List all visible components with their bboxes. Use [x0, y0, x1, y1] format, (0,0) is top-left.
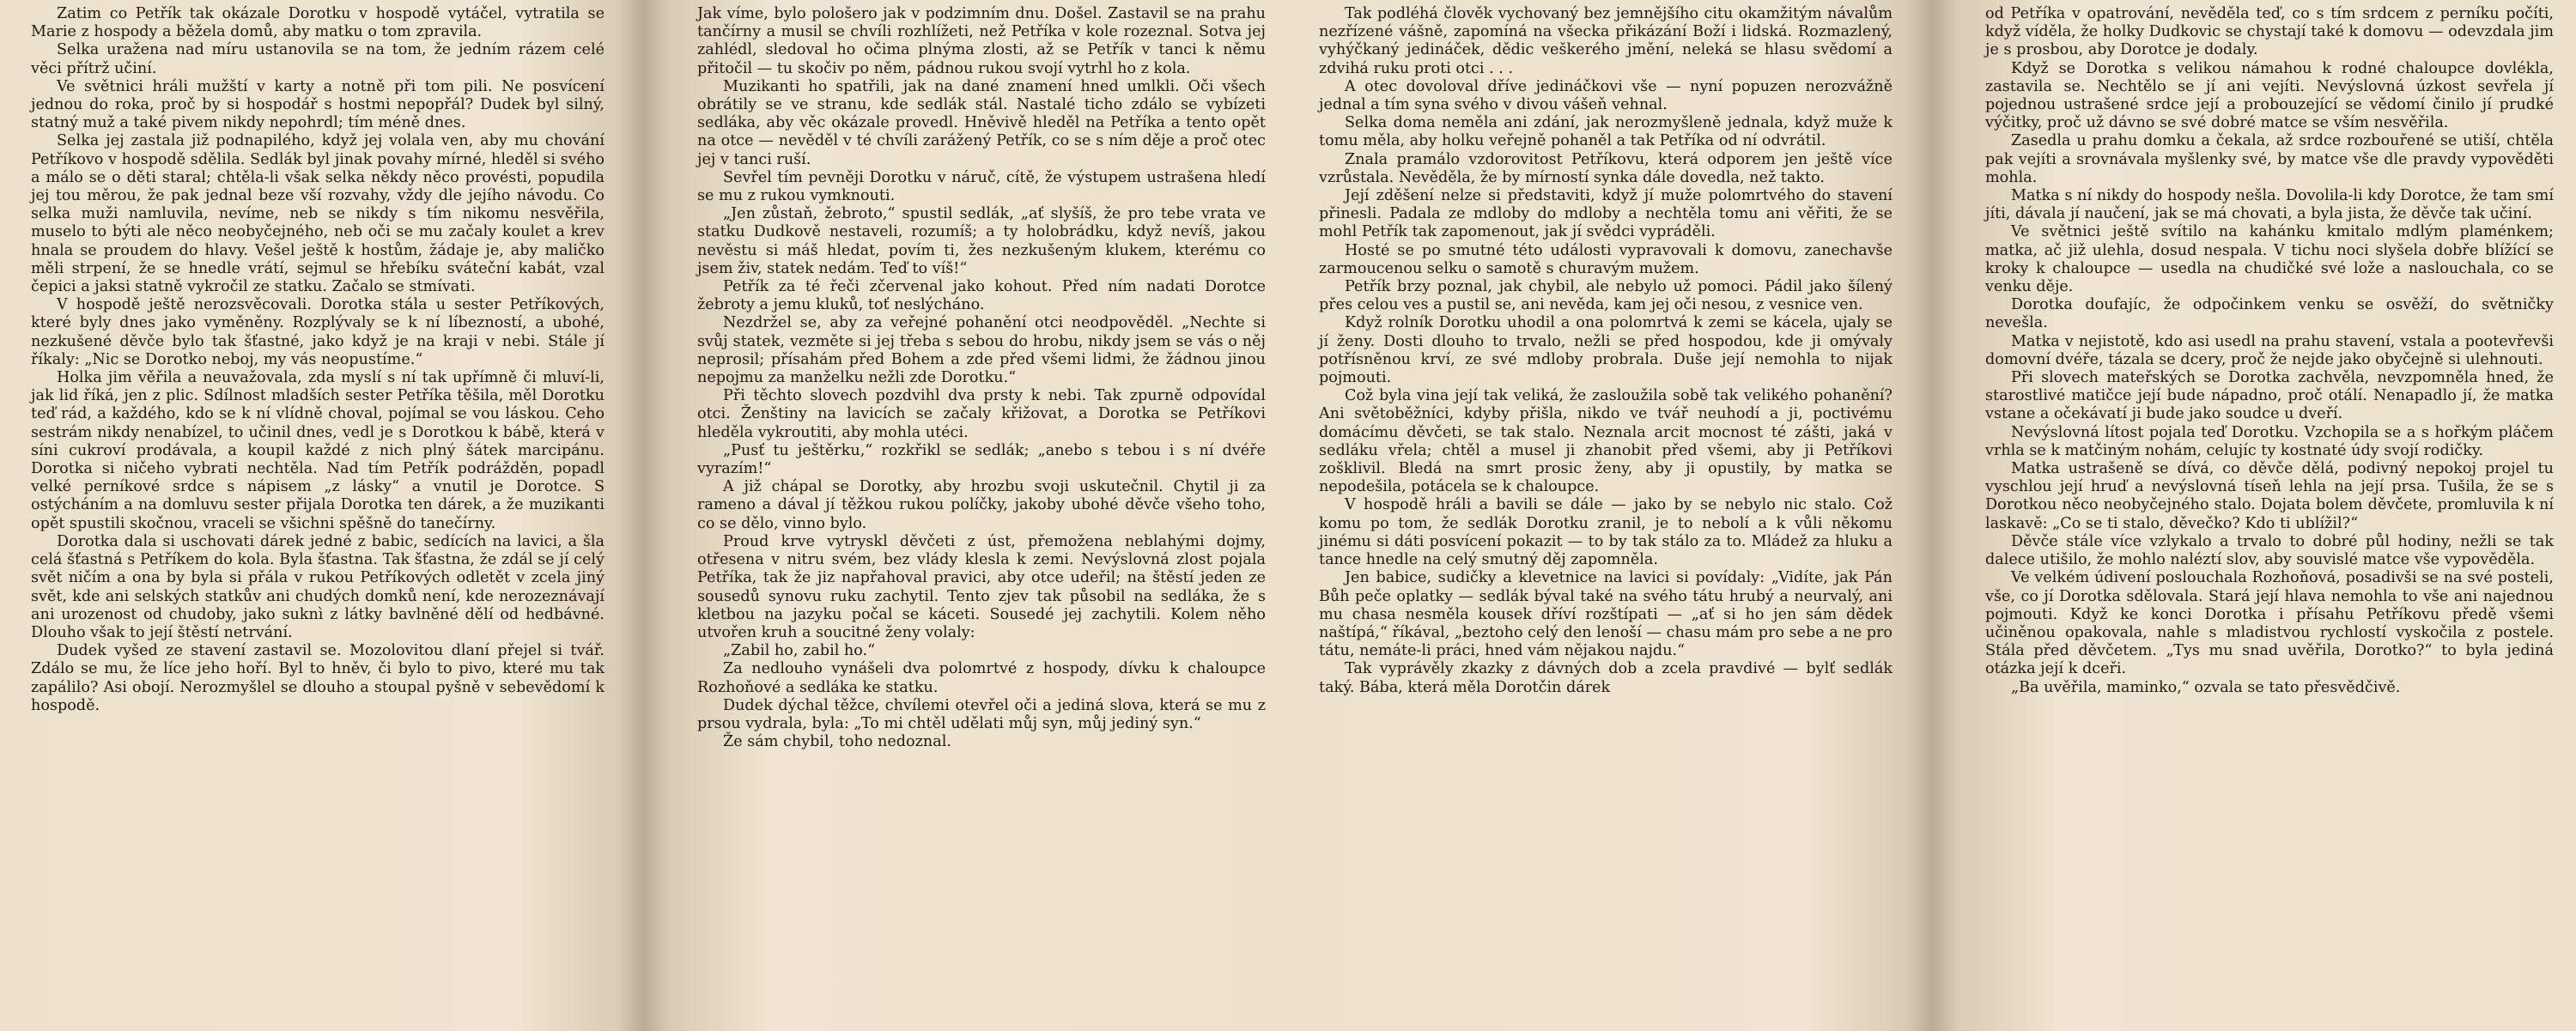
paragraph: Jen babice, sudičky a klevetnice na lavici si povídaly: „Vidíte, jak Pán Bůh peče oplatky — sedlák býval také na svého tátu hrubý a neurvalý, ani mu chasa nesměla kousek dříví rozštípati — „ať si ho jen sám dědek naštípá,“ říkával, „beztoho celý den lenoší — chasu mám pro sebe a ne pro tátu, nemáte-li práci, hned vám nějakou najdu.“ — [1319, 569, 1893, 660]
page-4 — [1932, 0, 2576, 1031]
paragraph: Zatim co Petřík tak okázale Dorotku v hospodě vytáčel, vytratila se Marie z hospody a běžela domů, aby matku o tom zpravila. — [31, 5, 605, 41]
page-3 — [1288, 0, 1932, 1031]
paragraph: Holka jim věřila a neuvažovala, zda myslí s ní tak upřímně či mluví-li, jak lid říká, jen z plic. Sdílnost mladších sester Petříka těšila, měl Dorotku teď rád, a každého, kdo se k ní vlídně choval, pojímal se vou láskou. Ceho sestrám nikdy nenabízel, to učinil dnes, vedl je s Dorotkou k bábě, která v síni cukroví prodávala, a koupil každé z nich plný šátek marcipánu. Dorotka si ničeho vybrati nechtěla. Nad tím Petřík podrážděn, popadl velké perníkové srdce s nápisem „z lásky“ a vnutil je Dorotce. S ostýcháním a na domluvu sester přijala Dorotka ten dárek, a že muzikanti opět spustili skočnou, vraceli se všichni spěšně do tanečírny. — [31, 369, 605, 532]
paragraph: „Zabil ho, zabil ho.“ — [723, 642, 876, 660]
paragraph: Jak víme, bylo pološero jak v podzimním dnu. Došel. Zastavil se na prahu tančírny a musil se chvíli rozhlížeti, než Petříka v kole rozeznal. Sotva jej zahlédl, sledoval ho očima plnýma zlosti, až se Petřík v tanci k němu přitočil — tu skočiv po něm, pádnou rukou svojí vytrhl ho z kola. — [697, 5, 1266, 77]
paragraph: Což byla vina její tak veliká, že zasloužila sobě tak velikého pohanění? Ani světoběžníci, kdyby přišla, nikdo ve tvář neuhodí a ji, poctivému domácímu děvčeti, se tak stalo. Neznala arcit mocnost té zášti, jaká v sedláku vřela; chtěl a musel ji zhanobit před všemi, aby ji Petříkovi zošklivil. Bledá na smrt prosic ženy, aby ji opustily, by matka se nepodešila, potácela se k chaloupce. — [1319, 387, 1893, 496]
paragraph: A již chápal se Dorotky, aby hrozbu svoji uskutečnil. Chytil ji za rameno a dával jí těžkou rukou políčky, jakoby ubohé děvče všeho toho, co se dělo, vinno bylo. — [697, 478, 1266, 532]
paragraph: V hospodě ještě nerozsvěcovali. Dorotka stála u sester Petříkových, které byly dnes jako vyměněny. Rozplývaly se k ní líbezností, a ubohé, nezkušené děvče bylo tak šťastné, jako když je na kraji v nebi. Stále jí říkaly: „Nic se Dorotko neboj, my vás neopustíme.“ — [31, 296, 605, 368]
paragraph: Znala pramálo vzdorovitost Petříkovu, která odporem jen ještě více vzrůstala. Nevěděla, že by mírností synka dále dovedla, než takto. — [1319, 150, 1893, 186]
paragraph: „Pusť tu ještěrku,“ rozkřikl se sedlák; „anebo s tebou i s ní dvéře vyrazím!“ — [697, 441, 1266, 478]
paragraph: Děvče stále více vzlykalo a trvalo to dobré půl hodiny, nežli se tak dalece utišilo, že mohlo naléztí slov, aby souvislé matce vše vypověděla. — [1985, 532, 2554, 569]
page-text-1 — [31, 5, 605, 1026]
paragraph: Při slovech mateřských se Dorotka zachvěla, nevzpomněla hned, že starostlivé matičce její bude nápadno, proč otálí. Nenapadlo jí, že matka vstane a očekávatí ji bude jako soudce u dveří. — [1985, 369, 2554, 423]
paragraph: Dudek vyšed ze stavení zastavil se. Mozolovitou dlaní přejel si tvář. Zdálo se mu, že líce jeho hoří. Byl to hněv, či bylo to pivo, které mu tak zapálilo? Asi obojí. Nerozmyšlel se dlouho a stoupal pyšně v sebevědomí k hospodě. — [31, 642, 605, 714]
paragraph: od Petříka v opatrování, nevěděla teď, co s tím srdcem z perníku počíti, když víděla, že holky Dudkovic se chystají také k domovu — odevzdala jim je s prosbou, aby Dorotce je dodaly. — [1985, 5, 2554, 59]
paragraph: V hospodě hráli a bavili se dále — jako by se nebylo nic stalo. Což komu po tom, že sedlák Dorotku zranil, je to nebolí a k vůli někomu jinému si dáti posvícení pokazit — to by tak stálo za to. Mládež za hluku a tance hnedle na celý smutný děj zapomněla. — [1319, 496, 1893, 569]
paragraph: Matka ustrašeně se dívá, co děvče dělá, podivný nepokoj projel tu vyschlou její hruď a nevýslovná tíseň lehla na její prsa. Tušila, že se s Dorotkou něco neobyčejného stalo. Dojata bolem děvčete, promluvila k ní laskavě: „Co se ti stalo, děvečko? Kdo ti ublížil?“ — [1985, 460, 2554, 532]
page-text-4 — [1985, 5, 2554, 1026]
paragraph: Tak vyprávěly zkazky z dávných dob a zcela pravdivé — bylť sedlák taký. Bába, která měla Dorotčin dárek — [1319, 660, 1893, 696]
paragraph: Proud krve vytryskl děvčeti z úst, přemožena neblahými dojmy, otřesena v nitru svém, bez vlády klesla k zemi. Nevýslovná zlost pojala Petříka, tak že jiz napřahoval pravici, aby otce udeřil; na štěstí jeden ze sousedů synovu ruku zachytil. Tento zjev tak působil na sedláka, že s kletbou na jazyku počal se káceti. Sousedé jej zachytili. Kolem něho utvořen kruh a soucitné ženy volaly: — [697, 532, 1266, 641]
paragraph: Sevřel tím pevněji Dorotku v náruč, cítě, že výstupem ustrašena hledí se mu z rukou vymknouti. — [697, 168, 1266, 205]
paragraph: „Ba uvěřila, maminko,“ ozvala se tato přesvědčivě. — [2011, 678, 2401, 696]
page-2 — [644, 0, 1288, 1031]
paragraph: Za nedlouho vynášeli dva polomrtvé z hospody, dívku k chaloupce Rozhoňové a sedláka ke statku. — [697, 660, 1266, 696]
page-text-3 — [1319, 5, 1893, 1026]
paragraph: Její zděšení nelze si představiti, když jí muže polomrtvého do stavení přinesli. Padala ze mdloby do mdloby a nechtěla tomu ani věřiti, že se mohl Petřík tak zapomenout, jak jí svědci vypráděli. — [1319, 187, 1893, 241]
paragraph: Petřík brzy poznal, jak chybil, ale nebylo už pomoci. Pádil jako šílený přes celou ves a pustil se, ani nevěda, kam jej oči nesou, z vesnice ven. — [1319, 278, 1893, 314]
book-spread-right — [1288, 0, 2576, 1031]
paragraph: Nezdržel se, aby za veřejné pohanění otci neodpověděl. „Nechte si svůj statek, vezměte si jej třeba s sebou do hrobu, nikdy jsem se vás o něj neprosil; přísahám před Bohem a zde před všemi lidmi, že žádnou jinou nepojmu za manželku nežli zde Dorotku.“ — [697, 314, 1266, 387]
paragraph: Dorotka doufajíc, že odpočinkem venku se osvěží, do světničky nevešla. — [1985, 296, 2554, 332]
paragraph: Nevýslovná lítost pojala teď Dorotku. Vzchopila se a s hořkým pláčem vrhla se k matčiným nohám, celujíc ty kostnaté údy svojí rodičky. — [1985, 423, 2554, 459]
paragraph: Selka uražena nad míru ustanovila se na tom, že jedním rázem celé věci přítrž učiní. — [31, 41, 605, 77]
paragraph: Dorotka dala si uschovati dárek jedné z babic, sedících na lavici, a šla celá šťastná s Petříkem do kola. Byla šťastna. Tak šťastna, že zdál se jí celý svět ničím a ona by byla si přála v rukou Petříkových odletět v zcela jiný svět, kde ani selských statkův ani chudých domků není, kde nerozeznávají ani urozenost od chudoby, jako suknì z látky bavlněné dělí od hedbávné. Dlouho však to její štěstí netrvání. — [31, 532, 605, 641]
page-text-2 — [697, 5, 1266, 1026]
paragraph: Při těchto slovech pozdvihl dva prsty k nebi. Tak zpurně odpovídal otci. Ženštiny na lavicích se začaly křižovat, a Dorotka se Petříkovi hleděla vykroutiti, aby mohla utéci. — [697, 387, 1266, 441]
paragraph: Selka doma neměla ani zdání, jak nerozmyšleně jednala, když muže k tomu měla, aby holku veřejně pohaněl a tak Petříka od ní odvrátil. — [1319, 114, 1893, 150]
paragraph: Hosté se po smutné této události vypravovali k domovu, zanechavše zarmoucenou selku o samotě s churavým mužem. — [1319, 241, 1893, 277]
paragraph: Zasedla u prahu domku a čekala, až srdce rozbouřené se utiší, chtěla pak vejíti a srovnávala myšlenky své, by matce vše dle pravdy vypověděti mohla. — [1985, 132, 2554, 186]
paragraph: A otec dovoloval dříve jedináčkovi vše — nyní popuzen nerozvážně jednal a tím syna svého v divou vášeň vehnal. — [1319, 77, 1893, 114]
paragraph: Když se Dorotka s velikou námahou k rodné chaloupce dovlékla, zastavila se. Nechtělo se jí ani vejíti. Nevýslovná úzkost sevřela jí pojednou ustrašené srdce její a probouzející se vědomí činilo jí prudké výčitky, proč už dávno se své dobré matce se vším nesvěřila. — [1985, 59, 2554, 132]
paragraph: Matka v nejistotě, kdo asi usedl na prahu stavení, vstala a pootevřevši domovní dvéře, tázala se dcery, proč že nejde jako obyčejně si ulehnouti. — [1985, 332, 2554, 368]
paragraph: Petřík za té řeči zčervenal jako kohout. Před ním nadati Dorotce žebroty a jemu kluků, toť neslýcháno. — [697, 278, 1266, 314]
paragraph: Muzikanti ho spatřili, jak na dané znamení hned umlkli. Oči všech obrátily se ve stranu, kde sedlák stál. Nastalé ticho zdálo se vybízeti sedláka, aby věc okázale provedl. Hněvivě hleděl na Petříka a tento opět na otce — nevěděl v té chvíli zarážený Petřík, co se s ním děje a proč otec jej v tanci ruší. — [697, 77, 1266, 168]
paragraph: Ve velkém údivení poslouchala Rozhoňová, posadivši se na své posteli, vše, co jí Dorotka sdělovala. Stará její hlava nemohla to vše ani najednou pojmouti. Když ke konci Dorotka i přísahu Petříkovu předě všemi učiněnou opakovala, nahle s mladistvou rychlostí vyskočila z postele. Stála před děvčetem. „Tys mu snad uvěřila, Dorotko?“ to byla jediná otázka její k dceři. — [1985, 569, 2554, 678]
paragraph: Tak podléhá člověk vychovaný bez jemnějšího citu okamžitým návalům nezřízené vášně, zapomíná na všecka přikázání Boží i lidská. Rozmazlený, vyhýčkaný jedináček, dědic veškerého jmění, neleká se hlasu svědomí a zdvihá ruku proti otci . . . — [1319, 5, 1893, 77]
paragraph: Selka jej zastala již podnapilého, když jej volala ven, aby mu chování Petříkovo v hospodě sdělila. Sedlák byl jinak povahy mírné, hleděl si svého a málo se o děti staral; chtěla-li však selka někdy něco provésti, popudila jej tou měrou, že pak jednal beze vší rozvahy, vždy dle jejího návodu. Co selka muži namluvila, nevíme, neb se nikdy s tím nikomu nesvěřila, muselo to býti ale něco neobyčejného, neb oči se mu začaly koulet a krev hnala se proudem do hlavy. Vešel ještě k hostům, žádaje je, aby maličko měli strpení, že se hnedle vrátí, sejmul se hřebíku sváteční kabát, vzal čepici a jaksi statně vykročil ze statku. Začalo se stmívati. — [31, 132, 605, 296]
paragraph: Když rolník Dorotku uhodil a ona polomrtvá k zemi se kácela, ujaly se jí ženy. Dosti dlouho to trvalo, nežli se před hospodou, kde ji omývaly potřísněnou krví, ze své mdloby probrala. Duše její nemohla to nijak pojmouti. — [1319, 314, 1893, 387]
paragraph: Že sám chybil, toho nedoznal. — [723, 733, 951, 751]
paragraph: Dudek dýchal těžce, chvílemi otevřel oči a jediná slova, která se mu z prsou vydrala, byla: „To mi chtěl udělati můj syn, můj jediný syn.“ — [697, 696, 1266, 732]
paragraph: „Jen zůstaň, žebroto,“ spustil sedlák, „ať slyšíš, že pro tebe vrata ve statku Dudkově nestaveli, rozumíš; a ty holobrádku, když nevíš, jakou nevěstu si máš hledat, povím ti, žes nezkušeným klukem, kterému co jsem živ, statek nedám. Teď to víš!“ — [697, 205, 1266, 277]
paragraph: Ve světnici ještě svítilo na kahánku kmitalo mdlým plaménkem; matka, ač již ulehla, dosud nespala. V tichu noci slyšela dobře blížící se kroky k chaloupce — usedla na chudičké své lože a naslouchala, co se venku děje. — [1985, 223, 2554, 296]
paragraph: Matka s ní nikdy do hospody nešla. Dovolila-li kdy Dorotce, že tam smí jíti, dávala jí naučení, jak se má chovati, a byla jista, že děvče tak učiní. — [1985, 187, 2554, 223]
page-1 — [0, 0, 644, 1031]
paragraph: Ve světnici hráli mužští v karty a notně při tom pili. Ne posvícení jednou do roka, proč by si hospodář s hostmi nepopřál? Dudek byl silný, statný muž a také pivem nikdy nepohrdl; tím méně dnes. — [31, 77, 605, 132]
